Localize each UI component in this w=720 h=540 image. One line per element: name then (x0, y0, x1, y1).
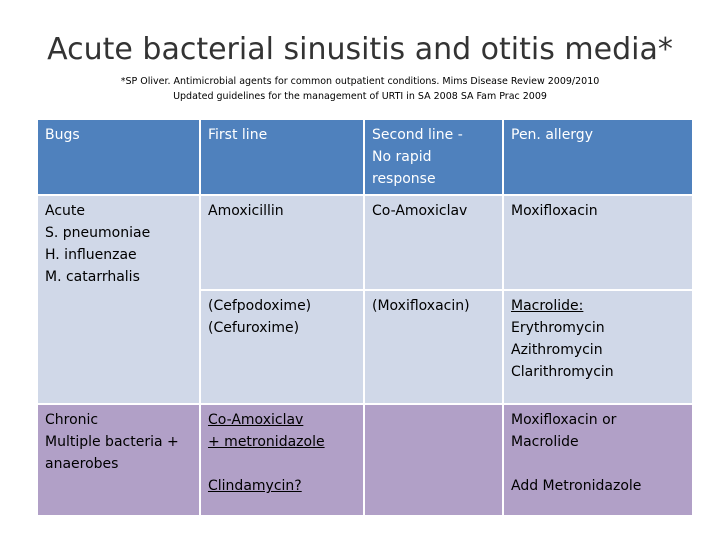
table-row-chronic (38, 405, 692, 515)
citation-line-2: Updated guidelines for the management of URTI in SA 2008 SA Fam Prac 2009 (173, 91, 547, 102)
cell-alt-first-line: (Cefpodoxime) (Cefuroxime) (201, 291, 363, 403)
header-pen-allergy: Pen. allergy (504, 120, 692, 194)
cell-acute-pen-allergy: Moxifloxacin (504, 196, 692, 289)
antibiotic-table (36, 118, 694, 517)
page-title: Acute bacterial sinusitis and otitis media* (47, 32, 673, 67)
table-header-row (38, 120, 692, 194)
citation-line-1: *SP Oliver. Antimicrobial agents for common outpatient conditions. Mims Disease Review 2009/2010 (120, 76, 600, 87)
header-bugs: Bugs (38, 120, 199, 194)
cell-chronic-pen-allergy: Moxifloxacin or Macrolide Add Metronidazole (504, 405, 692, 515)
cell-chronic-bugs: Chronic Multiple bacteria + anaerobes (38, 405, 199, 515)
header-second-line: Second line - No rapid response (365, 120, 502, 194)
table-row-acute (38, 196, 692, 289)
citation (0, 74, 720, 104)
cell-acute-bugs: Acute S. pneumoniae H. influenzae M. catarrhalis (38, 196, 199, 403)
cell-chronic-second-line (365, 405, 502, 515)
cell-alt-pen-allergy: Macrolide: Erythromycin Azithromycin Clarithromycin (504, 291, 692, 403)
cell-acute-second-line: Co-Amoxiclav (365, 196, 502, 289)
cell-alt-second-line: (Moxifloxacin) (365, 291, 502, 403)
cell-acute-first-line: Amoxicillin (201, 196, 363, 289)
header-first-line: First line (201, 120, 363, 194)
cell-chronic-first-line: Co-Amoxiclav + metronidazole Clindamycin? (201, 405, 363, 515)
